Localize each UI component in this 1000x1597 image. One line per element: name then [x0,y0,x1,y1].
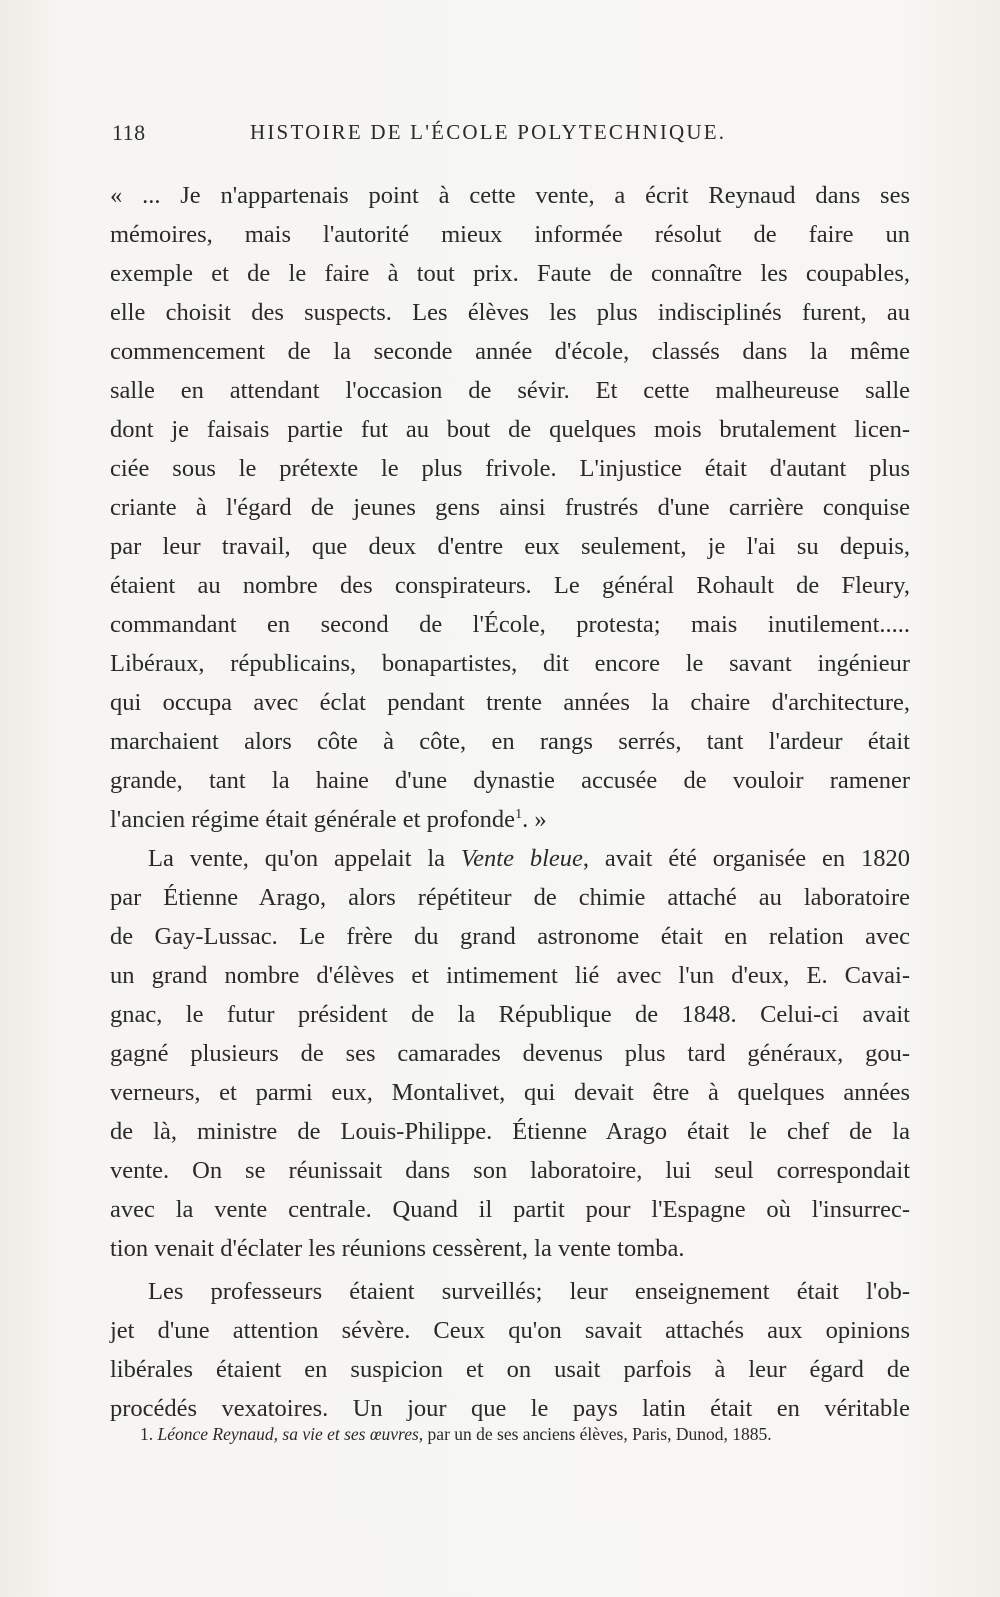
running-title: HISTOIRE DE L'ÉCOLE POLYTECHNIQUE. [250,120,727,144]
text-line: criante à l'égard de jeunes gens ainsi frustrés d'une carrière conquise [110,494,910,521]
text-line [110,800,910,839]
running-head [112,120,902,152]
footnote [140,1424,910,1445]
footnote-text: par un de ses anciens élèves, Paris, Dunod, 1885. [423,1424,772,1444]
text-line: salle en attendant l'occasion de sévir. Et cette malheureuse salle [110,377,910,404]
text-line: commandant en second de l'École, protesta; mais inutilement..... [110,611,910,638]
text-line: de là, ministre de Louis-Philippe. Étienne Arago était le chef de la [110,1118,910,1145]
text-line: verneurs, et parmi eux, Montalivet, qui devait être à quelques années [110,1079,910,1106]
text-line: jet d'une attention sévère. Ceux qu'on savait attachés aux opinions [110,1317,910,1344]
text-line: ciée sous le prétexte le plus frivole. L'injustice était d'autant plus [110,455,910,482]
footnote-reference: 1 [515,806,523,822]
paragraph-professeurs [110,1272,910,1428]
text-line: Les professeurs étaient surveillés; leur enseignement était l'ob- [148,1278,910,1305]
text-line: par leur travail, que deux d'entre eux seulement, je l'ai su depuis, [110,533,910,560]
text-line [110,839,910,878]
text-line: de Gay-Lussac. Le frère du grand astronome était en relation avec [110,923,910,950]
text-line: mémoires, mais l'autorité mieux informée résolut de faire un [110,221,910,248]
text-line: avec la vente centrale. Quand il partit pour l'Espagne où l'insurrec- [110,1196,910,1223]
text-line: qui occupa avec éclat pendant trente années la chaire d'architecture, [110,689,910,716]
text-line: marchaient alors côte à côte, en rangs serrés, tant l'ardeur était [110,728,910,755]
text-line: Libéraux, républicains, bonapartistes, dit encore le savant ingénieur [110,650,910,677]
italic-title: Vente bleue [460,845,583,872]
text-line: « ... Je n'appartenais point à cette vente, a écrit Reynaud dans ses [110,182,910,209]
footnote-title: Léonce Reynaud, sa vie et ses œuvres, [157,1424,424,1444]
text-line: vente. On se réunissait dans son laboratoire, lui seul correspondait [110,1157,910,1184]
text-fragment: . » [522,806,547,833]
body-text [110,176,910,1428]
text-line: commencement de la seconde année d'école, classés dans la même [110,338,910,365]
text-line: exemple et de le faire à tout prix. Faute de connaître les coupables, [110,260,910,287]
text-fragment: La vente, qu'on appelait la [148,845,461,872]
text-line: étaient au nombre des conspirateurs. Le général Rohault de Fleury, [110,572,910,599]
paragraph-vente-bleue [110,839,910,1268]
text-line: un grand nombre d'élèves et intimement lié avec l'un d'eux, E. Cavai- [110,962,910,989]
text-line: gagné plusieurs de ses camarades devenus plus tard généraux, gou- [110,1040,910,1067]
text-fragment: , avait été organisée en 1820 [582,845,910,872]
text-line: procédés vexatoires. Un jour que le pays latin était en véritable [110,1395,910,1422]
text-line: par Étienne Arago, alors répétiteur de chimie attaché au laboratoire [110,884,910,911]
text-fragment: l'ancien régime était générale et profonde [110,806,516,833]
text-line: libérales étaient en suspicion et on usait parfois à leur égard de [110,1356,910,1383]
text-line: grande, tant la haine d'une dynastie accusée de vouloir ramener [110,767,910,794]
text-line: tion venait d'éclater les réunions cessèrent, la vente tomba. [110,1235,685,1262]
footnote-number: 1. [140,1424,154,1444]
text-line: dont je faisais partie fut au bout de quelques mois brutalement licen- [110,416,910,443]
text-line: elle choisit des suspects. Les élèves les plus indisciplinés furent, au [110,299,910,326]
page-number: 118 [112,120,146,145]
text-line: gnac, le futur président de la République de 1848. Celui-ci avait [110,1001,910,1028]
paragraph-quotation [110,176,910,839]
